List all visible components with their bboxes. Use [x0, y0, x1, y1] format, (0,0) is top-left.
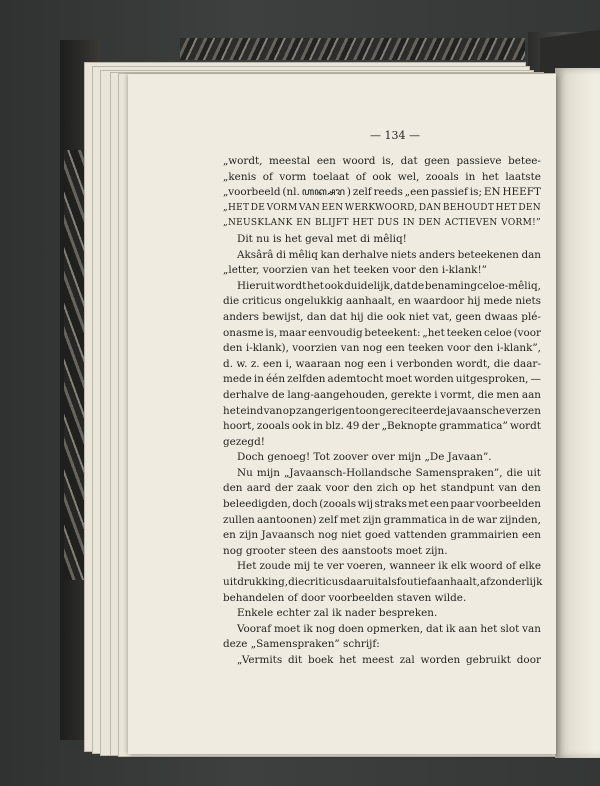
text-line: beleedigden, doch (zooals wij straks met een paar voorbeelden [223, 498, 541, 511]
text-line: Hieruit wordt het ook duidelijk, dat de benamingceloe-mêliq, [237, 279, 541, 292]
text-line: Vooraf moet ik nog doen opmerken, dat ik aan het slot van [237, 622, 541, 635]
marbled-cover-top [180, 38, 525, 60]
text-line: Dit nu is het geval met di mêliq! [237, 232, 407, 245]
marbled-cover-left [64, 150, 84, 580]
text-line: „NEUSKLANK EN BLIJFT HET DUS IN DEN ACTIEVEN VORM!” [223, 218, 541, 229]
text-line: den i-klank), voorzien van nog een teeken voor den i-klank”, [223, 342, 541, 355]
page-text-block [223, 129, 541, 669]
text-line: die criticus ongelukkig aanhaalt, en waardoor hij mede niets [223, 295, 541, 308]
text-line: „kenis of vorm toelaat of ook wel, zooals in het laatste [223, 170, 541, 183]
text-line: anders bewijst, dan dat hij die ook niet vat, geen dwaas plé- [223, 310, 541, 323]
text-line: Enkele echter zal ik nader bespreken. [237, 607, 438, 620]
text-line: Aksârâ di mêliq kan derhalve niets anders beteekenen dan [237, 248, 541, 261]
text-line: derhalve de lang-aangehouden, gerekte i vormt, die men aan [223, 388, 541, 401]
text-line: zullen aantoonen) zelf met zijn grammatica in de war zijnden, [223, 513, 541, 526]
text-line: Nu mijn „Javaansch-Hollandsche Samenspraken”, die uit [237, 466, 541, 479]
text-line: „Vermits dit boek het meest zal worden gebruikt door [237, 654, 541, 666]
book-page [128, 74, 556, 754]
text-line: Doch genoeg! Tot zoover over mijn „De Javaan”. [237, 451, 492, 464]
text-line: onasme is, maar eenvoudig beteekent: „het teeken celoe (voor [223, 326, 541, 339]
text-line: „HET DE VORM VAN EEN WERKWOORD, DAN BEHOUDT HET DEN [223, 202, 541, 213]
text-line: mede in één zelfden ademtocht moet worden uitgesproken, — [223, 373, 541, 386]
text-line: „letter, voorzien van het teeken voor den i-klank!” [223, 264, 487, 277]
text-line: den aard der zaak voor den zich op het standpunt van den [223, 482, 541, 495]
text-line: deze „Samenspraken” schrijf: [223, 638, 380, 651]
text-line: behandelen of door voorbeelden staven wilde. [223, 591, 467, 604]
text-lines [223, 154, 541, 669]
facing-page-edge [555, 68, 600, 758]
text-line: nog grooter steen des aanstoots moet zijn. [223, 544, 448, 557]
text-line: „voorbeeld (nl. ꦲꦏ꧀ꦱꦫ ) zelf reeds „een passief is; EN HEEFT [223, 186, 541, 199]
text-line: „wordt, meestal een woord is, dat geen passieve betee- [223, 155, 541, 167]
text-line: het eind van op zangerigen toon gereciteerde javaansche verzen [223, 404, 541, 417]
text-line: uitdrukking, die criticus daaruit als foutief aanhaalt, afzonderlijk [223, 576, 543, 589]
text-line: hoort, zooals ook in blz. 49 der „Beknopte grammatica” wordt [223, 420, 541, 433]
text-line: en zijn Javaansch nog niet goed vattenden grammairien een [223, 529, 541, 542]
text-line: d. w. z. een i, waaraan nog een i verbonden wordt, die daar- [223, 357, 541, 370]
page-number: — 134 — [370, 129, 420, 142]
text-line: Het zoude mij te ver voeren, wanneer ik elk woord of elke [237, 560, 541, 573]
text-line: gezegd! [223, 435, 265, 448]
